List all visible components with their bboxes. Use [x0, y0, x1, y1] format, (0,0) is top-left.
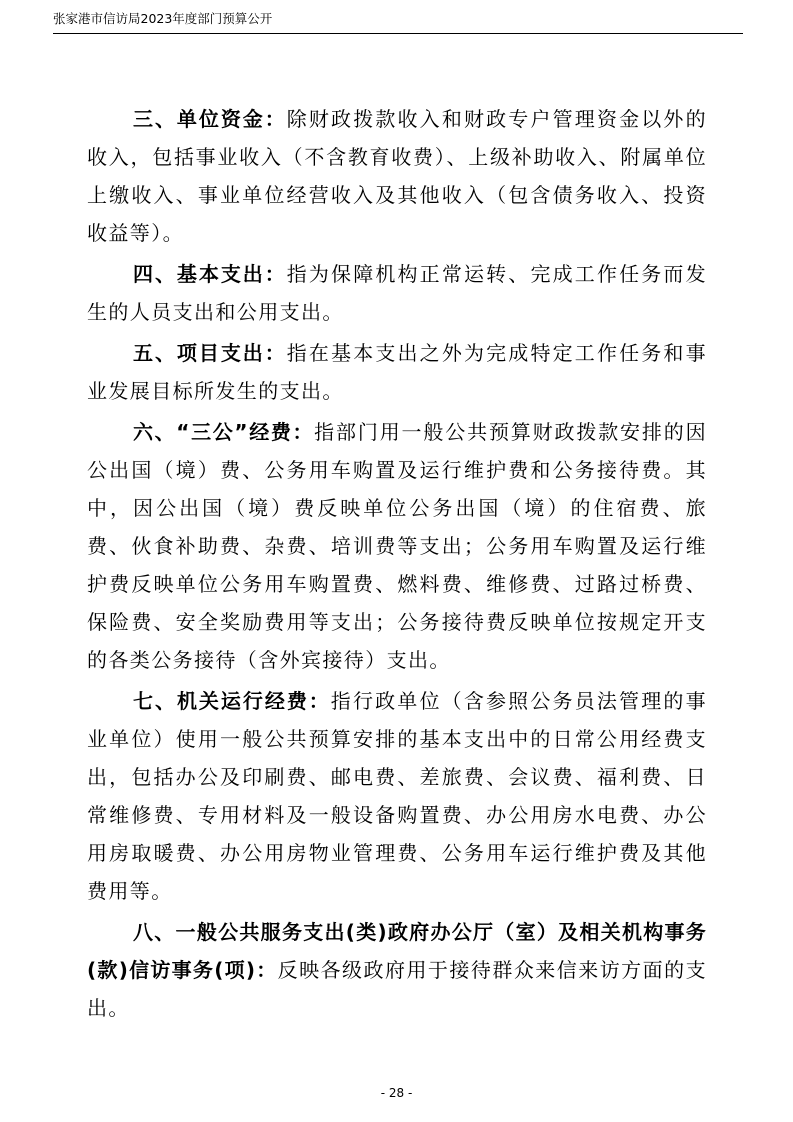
definition-text: 除财政拨款收入和财政专户管理资金以外的收入，包括事业收入（不含教育收费）、上级补助收入、附属单位上缴收入、事业单位经营收入及其他收入（包含债务收入、投资收益等）。 — [87, 107, 707, 245]
document-header: 张家港市信访局2023年度部门预算公开 — [53, 11, 273, 26]
definition-term: 四、基本支出： — [133, 262, 287, 286]
definition-text: 指部门用一般公共预算财政拨款安排的因公出国（境）费、公务用车购置及运行维护费和公务接待费。其中，因公出国（境）费反映单位公务出国（境）的住宿费、旅费、伙食补助费、杂费、培训费等支出；公务用车购置及运行维护费反映单位公务用车购置费、燃料费、维修费、过路过桥费、保险费、安全奖励费用等支出；公务接待费反映单位按规定开支的各类公务接待（含外宾接待）支出。 — [87, 420, 707, 672]
header-divider — [53, 33, 743, 34]
definition-paragraph-petition-affairs — [87, 913, 707, 1027]
definition-term: 三、单位资金： — [133, 107, 287, 131]
definition-term: 八、一般公共服务支出(类)政府办公厅（室）及相关机构事务(款)信访事务(项)： — [87, 920, 707, 982]
definition-term: 六、“三公”经费： — [133, 420, 315, 444]
definition-paragraph-three-public-expenses — [87, 413, 707, 679]
definition-paragraph-project-expenditure — [87, 334, 707, 410]
page-number: - 28 - — [380, 1086, 413, 1100]
definition-paragraph-unit-funds — [87, 100, 707, 252]
definition-paragraph-operating-expenses — [87, 682, 707, 910]
definition-text: 指在基本支出之外为完成特定工作任务和事业发展目标所发生的支出。 — [87, 341, 707, 403]
definition-paragraph-basic-expenditure — [87, 255, 707, 331]
definition-term: 七、机关运行经费： — [133, 689, 331, 713]
document-body — [87, 100, 707, 1030]
definition-text: 指为保障机构正常运转、完成工作任务而发生的人员支出和公用支出。 — [87, 262, 707, 324]
definition-term: 五、项目支出： — [133, 341, 287, 365]
definition-text: 反映各级政府用于接待群众来信来访方面的支出。 — [87, 958, 708, 1020]
definition-text: 指行政单位（含参照公务员法管理的事业单位）使用一般公共预算安排的基本支出中的日常公用经费支出，包括办公及印刷费、邮电费、差旅费、会议费、福利费、日常维修费、专用材料及一般设备购置费、办公用房水电费、办公用房取暖费、办公用房物业管理费、公务用车运行维护费及其他费用等。 — [87, 689, 707, 903]
